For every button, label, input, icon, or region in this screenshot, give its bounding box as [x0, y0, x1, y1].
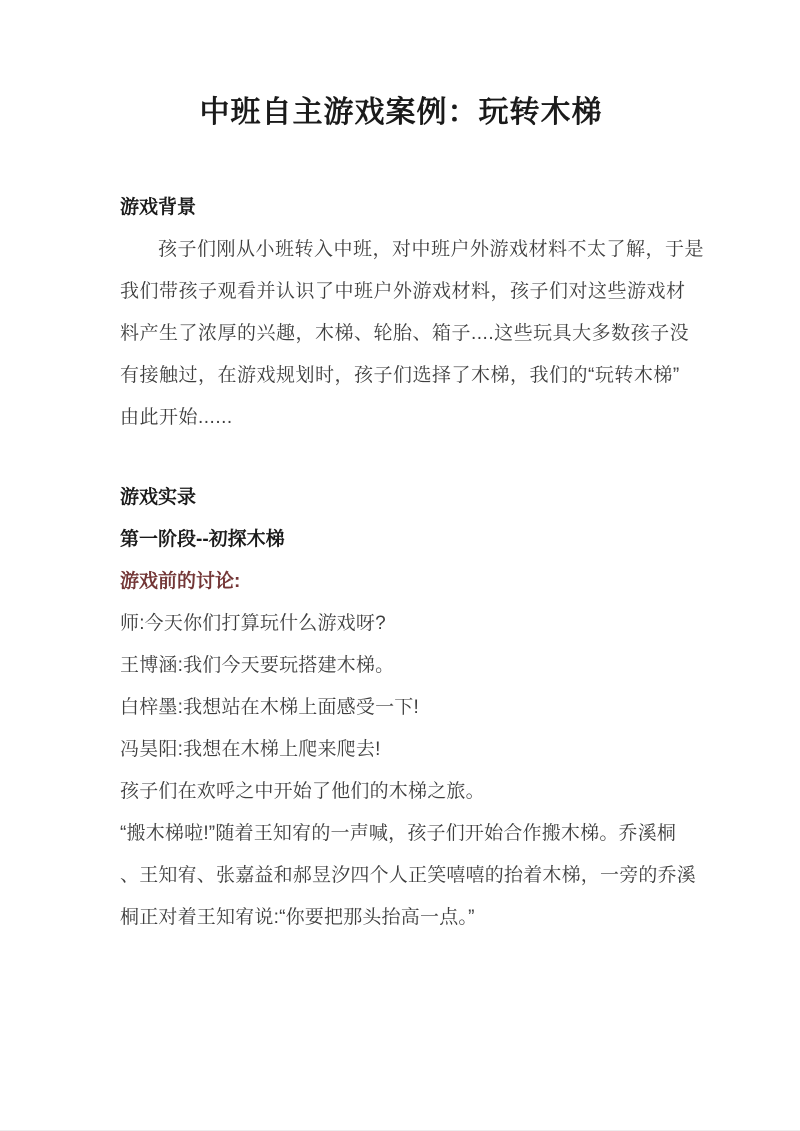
paragraph-line: 有接触过，在游戏规划时，孩子们选择了木梯，我们的“玩转木梯” [120, 365, 680, 386]
dialog-line: 冯昊阳:我想在木梯上爬来爬去! [120, 739, 381, 760]
dialog-line: 王博涵:我们今天要玩搭建木梯。 [120, 655, 395, 676]
stage-heading: 第一阶段--初探木梯 [120, 529, 285, 550]
dialog-transcript [120, 603, 697, 939]
paragraph-line: 我们带孩子观看并认识了中班户外游戏材料，孩子们对这些游戏材 [120, 281, 686, 302]
discussion-heading: 游戏前的讨论: [120, 571, 241, 592]
dialog-line: 、王知宥、张嘉益和郝昱汐四个人正笑嘻嘻的抬着木梯，一旁的乔溪 [120, 865, 697, 886]
dialog-line: 白梓墨:我想站在木梯上面感受一下! [120, 697, 419, 718]
paragraph-line: 由此开始...... [120, 407, 233, 428]
page-title: 中班自主游戏案例：玩转木梯 [199, 96, 603, 129]
dialog-line: 师:今天你们打算玩什么游戏呀? [120, 613, 386, 634]
dialog-line: 桐正对着王知宥说:“你要把那头抬高一点。” [120, 907, 475, 928]
paragraph-line: 料产生了浓厚的兴趣，木梯、轮胎、箱子....这些玩具大多数孩子没 [120, 323, 690, 344]
dialog-line: “搬木梯啦!”随着王知宥的一声喊，孩子们开始合作搬木梯。乔溪桐 [120, 823, 677, 844]
background-paragraph [120, 229, 705, 439]
section-heading-record: 游戏实录 [120, 487, 197, 508]
dialog-line: 孩子们在欢呼之中开始了他们的木梯之旅。 [120, 781, 485, 802]
section-heading-background: 游戏背景 [120, 197, 197, 218]
paragraph-line: 孩子们刚从小班转入中班，对中班户外游戏材料不太了解，于是 [158, 239, 705, 260]
document-content [120, 0, 705, 939]
